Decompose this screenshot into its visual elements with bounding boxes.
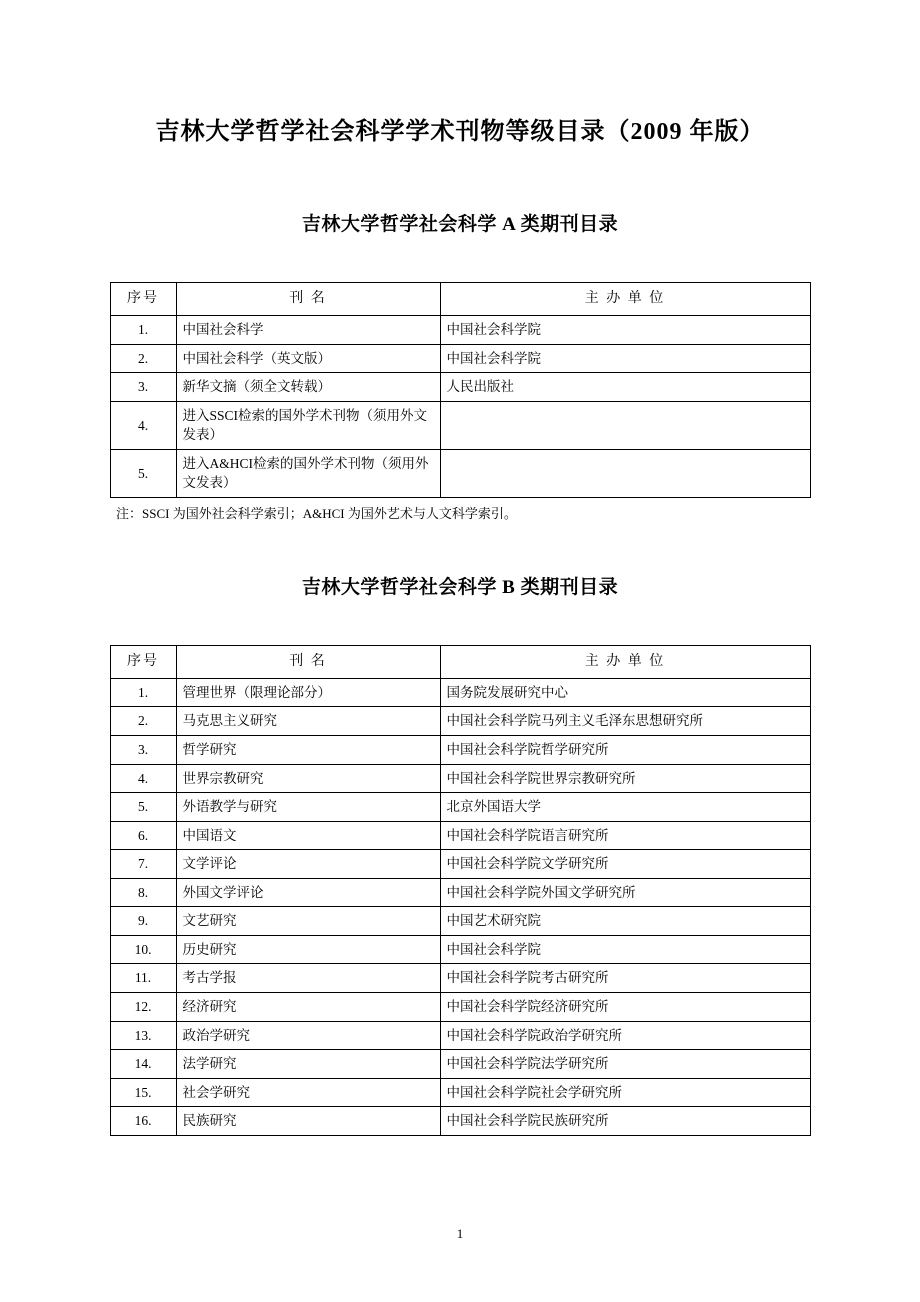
cell-org: 人民出版社 bbox=[440, 373, 810, 402]
table-header-row bbox=[110, 645, 810, 678]
cell-name: 进入SSCI检索的国外学术刊物（须用外文发表） bbox=[176, 401, 440, 449]
column-header-name: 刊 名 bbox=[176, 282, 440, 315]
cell-no: 3. bbox=[110, 373, 176, 402]
cell-no: 15. bbox=[110, 1078, 176, 1107]
cell-name: 文学评论 bbox=[176, 850, 440, 879]
cell-org: 国务院发展研究中心 bbox=[440, 678, 810, 707]
cell-org bbox=[440, 449, 810, 497]
section-b-table bbox=[110, 645, 811, 1136]
cell-name: 管理世界（限理论部分） bbox=[176, 678, 440, 707]
table-row bbox=[110, 1078, 810, 1107]
cell-name: 哲学研究 bbox=[176, 735, 440, 764]
cell-org: 中国社会科学院世界宗教研究所 bbox=[440, 764, 810, 793]
cell-no: 10. bbox=[110, 935, 176, 964]
cell-no: 6. bbox=[110, 821, 176, 850]
cell-name: 世界宗教研究 bbox=[176, 764, 440, 793]
cell-no: 3. bbox=[110, 735, 176, 764]
cell-no: 4. bbox=[110, 401, 176, 449]
table-row bbox=[110, 1021, 810, 1050]
cell-name: 马克思主义研究 bbox=[176, 707, 440, 736]
cell-org: 中国社会科学院经济研究所 bbox=[440, 993, 810, 1022]
table-row bbox=[110, 373, 810, 402]
cell-name: 社会学研究 bbox=[176, 1078, 440, 1107]
table-row bbox=[110, 1050, 810, 1079]
cell-no: 13. bbox=[110, 1021, 176, 1050]
cell-org: 中国社会科学院马列主义毛泽东思想研究所 bbox=[440, 707, 810, 736]
cell-no: 2. bbox=[110, 344, 176, 373]
cell-org bbox=[440, 401, 810, 449]
column-header-no: 序号 bbox=[110, 282, 176, 315]
cell-no: 11. bbox=[110, 964, 176, 993]
cell-org: 中国社会科学院 bbox=[440, 344, 810, 373]
cell-no: 1. bbox=[110, 678, 176, 707]
table-row bbox=[110, 878, 810, 907]
cell-org: 中国社会科学院民族研究所 bbox=[440, 1107, 810, 1136]
cell-org: 中国社会科学院文学研究所 bbox=[440, 850, 810, 879]
cell-no: 1. bbox=[110, 316, 176, 345]
cell-org: 中国社会科学院政治学研究所 bbox=[440, 1021, 810, 1050]
cell-org: 中国社会科学院语言研究所 bbox=[440, 821, 810, 850]
table-row bbox=[110, 449, 810, 497]
section-a-table bbox=[110, 282, 811, 498]
table-row bbox=[110, 344, 810, 373]
cell-no: 8. bbox=[110, 878, 176, 907]
cell-no: 5. bbox=[110, 449, 176, 497]
cell-org: 中国社会科学院 bbox=[440, 316, 810, 345]
table-header-row bbox=[110, 282, 810, 315]
cell-no: 7. bbox=[110, 850, 176, 879]
cell-name: 考古学报 bbox=[176, 964, 440, 993]
cell-no: 12. bbox=[110, 993, 176, 1022]
table-row bbox=[110, 993, 810, 1022]
cell-org: 中国社会科学院 bbox=[440, 935, 810, 964]
table-row bbox=[110, 850, 810, 879]
cell-name: 历史研究 bbox=[176, 935, 440, 964]
cell-name: 经济研究 bbox=[176, 993, 440, 1022]
cell-name: 文艺研究 bbox=[176, 907, 440, 936]
table-row bbox=[110, 316, 810, 345]
table-row bbox=[110, 401, 810, 449]
cell-name: 外语教学与研究 bbox=[176, 793, 440, 822]
column-header-org: 主 办 单 位 bbox=[440, 645, 810, 678]
table-row bbox=[110, 735, 810, 764]
cell-org: 中国社会科学院外国文学研究所 bbox=[440, 878, 810, 907]
table-row bbox=[110, 678, 810, 707]
cell-name: 政治学研究 bbox=[176, 1021, 440, 1050]
table-row bbox=[110, 964, 810, 993]
cell-org: 中国社会科学院哲学研究所 bbox=[440, 735, 810, 764]
table-row bbox=[110, 935, 810, 964]
cell-no: 2. bbox=[110, 707, 176, 736]
column-header-no: 序号 bbox=[110, 645, 176, 678]
section-b-heading: 吉林大学哲学社会科学 B 类期刊目录 bbox=[301, 576, 619, 598]
page-number: 1 bbox=[456, 1226, 464, 1241]
cell-org: 中国社会科学院法学研究所 bbox=[440, 1050, 810, 1079]
cell-name: 新华文摘（须全文转载） bbox=[176, 373, 440, 402]
cell-name: 中国语文 bbox=[176, 821, 440, 850]
cell-name: 中国社会科学 bbox=[176, 316, 440, 345]
table-row bbox=[110, 707, 810, 736]
cell-org: 中国社会科学院社会学研究所 bbox=[440, 1078, 810, 1107]
section-a-heading: 吉林大学哲学社会科学 A 类期刊目录 bbox=[301, 213, 619, 235]
column-header-org: 主 办 单 位 bbox=[440, 282, 810, 315]
cell-name: 法学研究 bbox=[176, 1050, 440, 1079]
table-row bbox=[110, 793, 810, 822]
cell-org: 中国艺术研究院 bbox=[440, 907, 810, 936]
cell-name: 民族研究 bbox=[176, 1107, 440, 1136]
cell-no: 9. bbox=[110, 907, 176, 936]
cell-name: 中国社会科学（英文版） bbox=[176, 344, 440, 373]
cell-no: 14. bbox=[110, 1050, 176, 1079]
table-row bbox=[110, 1107, 810, 1136]
cell-no: 16. bbox=[110, 1107, 176, 1136]
page-title: 吉林大学哲学社会科学学术刊物等级目录（2009 年版） bbox=[155, 119, 765, 145]
cell-org: 中国社会科学院考古研究所 bbox=[440, 964, 810, 993]
cell-org: 北京外国语大学 bbox=[440, 793, 810, 822]
table-row bbox=[110, 821, 810, 850]
cell-no: 4. bbox=[110, 764, 176, 793]
section-a-note: 注：SSCI 为国外社会科学索引；A&HCI 为国外艺术与人文科学索引。 bbox=[116, 506, 517, 522]
table-row bbox=[110, 907, 810, 936]
cell-no: 5. bbox=[110, 793, 176, 822]
cell-name: 外国文学评论 bbox=[176, 878, 440, 907]
column-header-name: 刊 名 bbox=[176, 645, 440, 678]
cell-name: 进入A&HCI检索的国外学术刊物（须用外文发表） bbox=[176, 449, 440, 497]
table-row bbox=[110, 764, 810, 793]
